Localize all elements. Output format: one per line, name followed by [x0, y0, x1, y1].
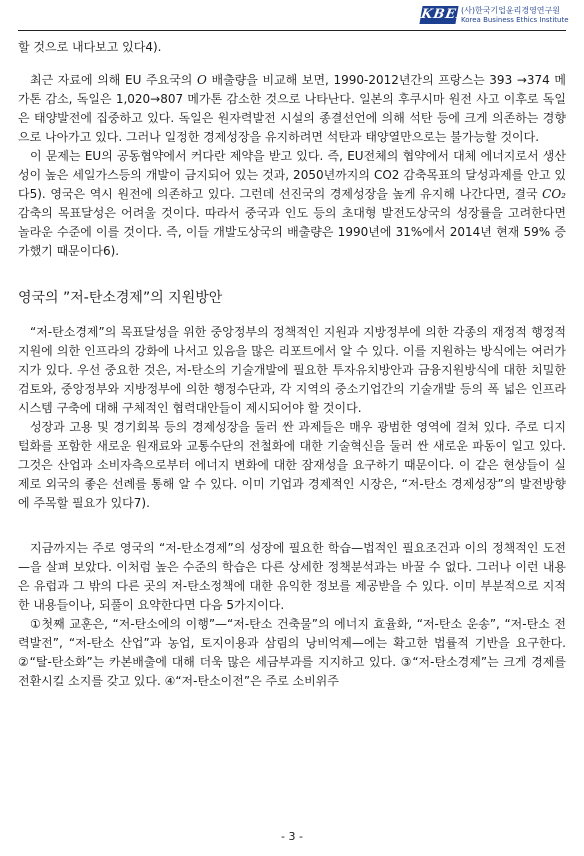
logo-org-english: Korea Business Ethics Institute	[461, 16, 569, 24]
logo-org-korean: (사)한국기업윤리경영연구원	[461, 6, 560, 15]
page-header	[0, 0, 584, 36]
header-divider	[18, 30, 566, 31]
paragraph-lessons-intro: 지금까지는 주로 영국의 “저-탄소경제”의 성장에 필요한 학습—법적인 필요조건과 이의 정책적인 도전—을 살펴 보았다. 이처럼 높은 수준의 학습은 다른 상세한 정책분석과는 바꿀 수 없다. 그러나 이런 내용은 유럽과 그 밖의 다른 곳의 저-탄소정책에 대한 유익한 정보를 제공받을 수 있다. 이미 부분적으로 지적한 내용들이나, 되풀이 요약한다면 다음 5가지이다.	[18, 541, 566, 612]
co2-symbol: CO₂	[542, 187, 566, 201]
paragraph-support-measures: “저-탄소경제”의 목표달성을 위한 중앙정부의 정책적인 지원과 지방정부에 의한 각종의 재정적 행정적 지원에 의한 인프라의 강화에 나서고 있음을 많은 리포트에서 알 수 있다. 이를 지원하는 방식에는 여러가지가 있다. 우선 중요한 것은, 저-탄소의 기술개발에 필요한 투자유치방안과 금융지원방식에 대한 치밀한 검토와, 중앙정부와 지방정부에 의한 행정수단과, 각 지역의 중소기업간의 기술개발 등의 폭 넓은 인프라 시스템 구축에 대해 구체적인 협력대안들이 제시되어야 할 것이다.	[18, 325, 566, 415]
logo-mark: KBEI	[419, 7, 465, 22]
page-number: - 3 -	[281, 830, 303, 843]
kbei-logo	[419, 5, 569, 27]
paragraph-continuation: 할 것으로 내다보고 있다4).	[18, 40, 162, 54]
paragraph-eu-emissions: 최근 자료에 의해 EU 주요국의 O 배출량을 비교해 보면, 1990-2012년간의 프랑스는 393 →374 메가톤 감소, 독일은 1,020→807 메가톤 감소한 것으로 나타난다. 일본의 후쿠시마 원전 사고 이후로 독일은 태양발전에 집중하고 있다. 독일은 원자력발전 시설의 종결선언에 의해 석탄 등에 크게 의존하는 경향으로 나아가고 있다. 그러나 일정한 경제성장을 유지하려면 석탄과 태양열만으로는 불가능할 것이다.	[18, 73, 567, 144]
document-body	[18, 38, 566, 691]
paragraph-eu-constraints: 이 문제는 EU의 공동협약에서 커다란 제약을 받고 있다. 즉, EU전체의 협약에서 대체 에너지로서 생산성이 높은 세일가스등의 개발이 금지되어 있는 것과, 2050년까지의 CO2 감축목표의 달성과제를 안고 있다5). 영국은 역시 원전에 의존하고 있다. 그런데 선진국의 경제성장을 높게 유지해 나간다면, 결국 CO₂ 감축의 목표달성은 어려울 것이다. 따라서 중국과 인도 등의 초대형 발전도상국의 성장률을 고려한다면 놀라운 수준에 이를 것이다. 즉, 이들 개발도상국의 배출량은 1990년에 31%에서 2014년 현재 59% 증가했기 때문이다6).	[18, 149, 566, 258]
paragraph-growth-issues: 성장과 고용 및 경기회복 등의 경제성장을 둘러 싼 과제들은 매우 광범한 영역에 걸쳐 있다. 주로 디지털화를 포함한 새로운 원재료와 교통수단의 전철화에 대한 기술혁신을 둘러 싼 새로운 파동이 일고 있다. 그것은 산업과 소비자측으로부터 에너지 변화에 대한 잠재성을 요구하기 때문이다. 이 같은 현상들이 실제로 외국의 좋은 선례를 통해 알 수 있다. 이미 기업과 경제적인 시장은, “저-탄소 경제성장”의 발전방향에 주목할 필요가 있다7).	[18, 420, 566, 510]
paragraph-lessons-list: ①첫째 교훈은, “저-탄소에의 이행”—“저-탄소 건축물”의 에너지 효율화, “저-탄소 운송”, “저-탄소 전력발전”, “저-탄소 산업”과 농업, 토지이용과 삼림의 낭비억제—에는 확고한 법률적 기반을 요구한다. ②“탈-탄소화”는 카본배출에 대해 더욱 많은 세금부과를 지지하고 있다. ③“저-탄소경제”는 크게 경제를 전환시킬 소지를 갖고 있다. ④“저-탄소이전”은 주로 소비위주	[18, 617, 566, 688]
section-title: 영국의 ”저-탄소경제”의 지원방안	[18, 290, 223, 306]
co2-symbol: O	[197, 73, 207, 87]
